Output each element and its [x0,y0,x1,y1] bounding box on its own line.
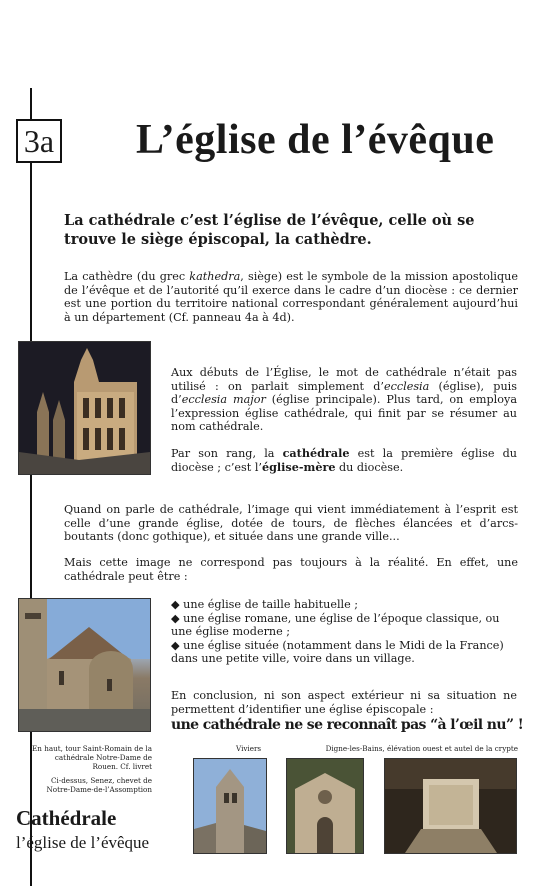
text-span: est la première église du diocèse ; c’est l’ [171,447,518,474]
punchline: une cathédrale ne se reconnaît pas “à l’œil nu” ! [171,717,524,733]
lead-paragraph: La cathédrale c’est l’église de l’évêque, celle où se trouve le siège épiscopal, la cathèdre. [64,212,475,248]
text-span: (église), puis d’ [171,379,517,407]
text-span: Par son rang, la [171,447,283,460]
paragraph-conclusion: En conclusion, ni son aspect extérieur ni sa situation ne permettent d’identifier une église épiscopale : [171,689,517,716]
list-item: ◆ une église de taille habituelle ; [171,598,359,611]
text-span: , siège) est le symbole de la mission apostolique de l’évêque et de l’autorité qu’il exerce dans le cadre d’un diocèse : ce dernier est une portion du territoire national correspondant généralement aujourd’hui à un département (Cf. panneau 4a à 4d). [64,270,518,324]
text-em: ecclesia [383,379,430,393]
page-title: L’église de l’évêque [136,117,495,163]
photo-senez-facade [286,758,364,854]
cathedral-types-list [171,598,517,666]
text-span: du diocèse. [335,460,404,474]
text-em: kathedra [189,270,241,283]
text-bold: cathédrale [282,446,350,460]
paragraph-cathedre [64,270,518,324]
photo-senez-chevet [18,598,151,732]
photo-digne-crypt [384,758,517,854]
photo-rouen-tower [18,341,151,475]
text-bold: église-mère [261,459,336,474]
caption-rouen: En haut, tour Saint-Romain de la cathédrale Notre-Dame de Rouen. Cf. livret [32,744,152,771]
caption-viviers: Viviers [236,744,262,753]
caption-senez: Ci-dessus, Senez, chevet de Notre-Dame-de-l’Assomption [46,776,152,794]
footer-title: Cathédrale [16,806,117,830]
list-item: ◆ une église romane, une église de l’époque classique, ou une église moderne ; [171,611,500,639]
list-item: ◆ une église située (notamment dans le Midi de la France) dans une petite ville, voire dans un village. [171,638,504,666]
paragraph-ecclesia [171,366,517,434]
section-badge: 3a [16,119,62,163]
paragraph-image: Quand on parle de cathédrale, l’image qui vient immédiatement à l’esprit est celle d’une grande église, dotée de tours, de flèches élancées et d’arcs-boutants (donc gothique), et située dans une grande ville... [64,503,518,544]
paragraph-rang [171,447,517,474]
photo-viviers-tower [193,758,267,854]
text-em: ecclesia major [181,393,266,407]
footer-subtitle: l’église de l’évêque [16,833,150,852]
text-span: (église principale). Plus tard, on employa l’expression église cathédrale, qui finit par se résumer au nom cathédrale. [171,393,517,434]
text-span: La cathèdre (du grec [64,270,190,283]
paragraph-realite: Mais cette image ne correspond pas toujours à la réalité. En effet, une cathédrale peut être : [64,556,518,583]
text-span: Aux débuts de l’Église, le mot de cathédrale n’était pas utilisé : on parlait simplement d’ [171,366,517,393]
caption-digne: Digne-les-Bains, élévation ouest et autel de la crypte [325,744,518,753]
